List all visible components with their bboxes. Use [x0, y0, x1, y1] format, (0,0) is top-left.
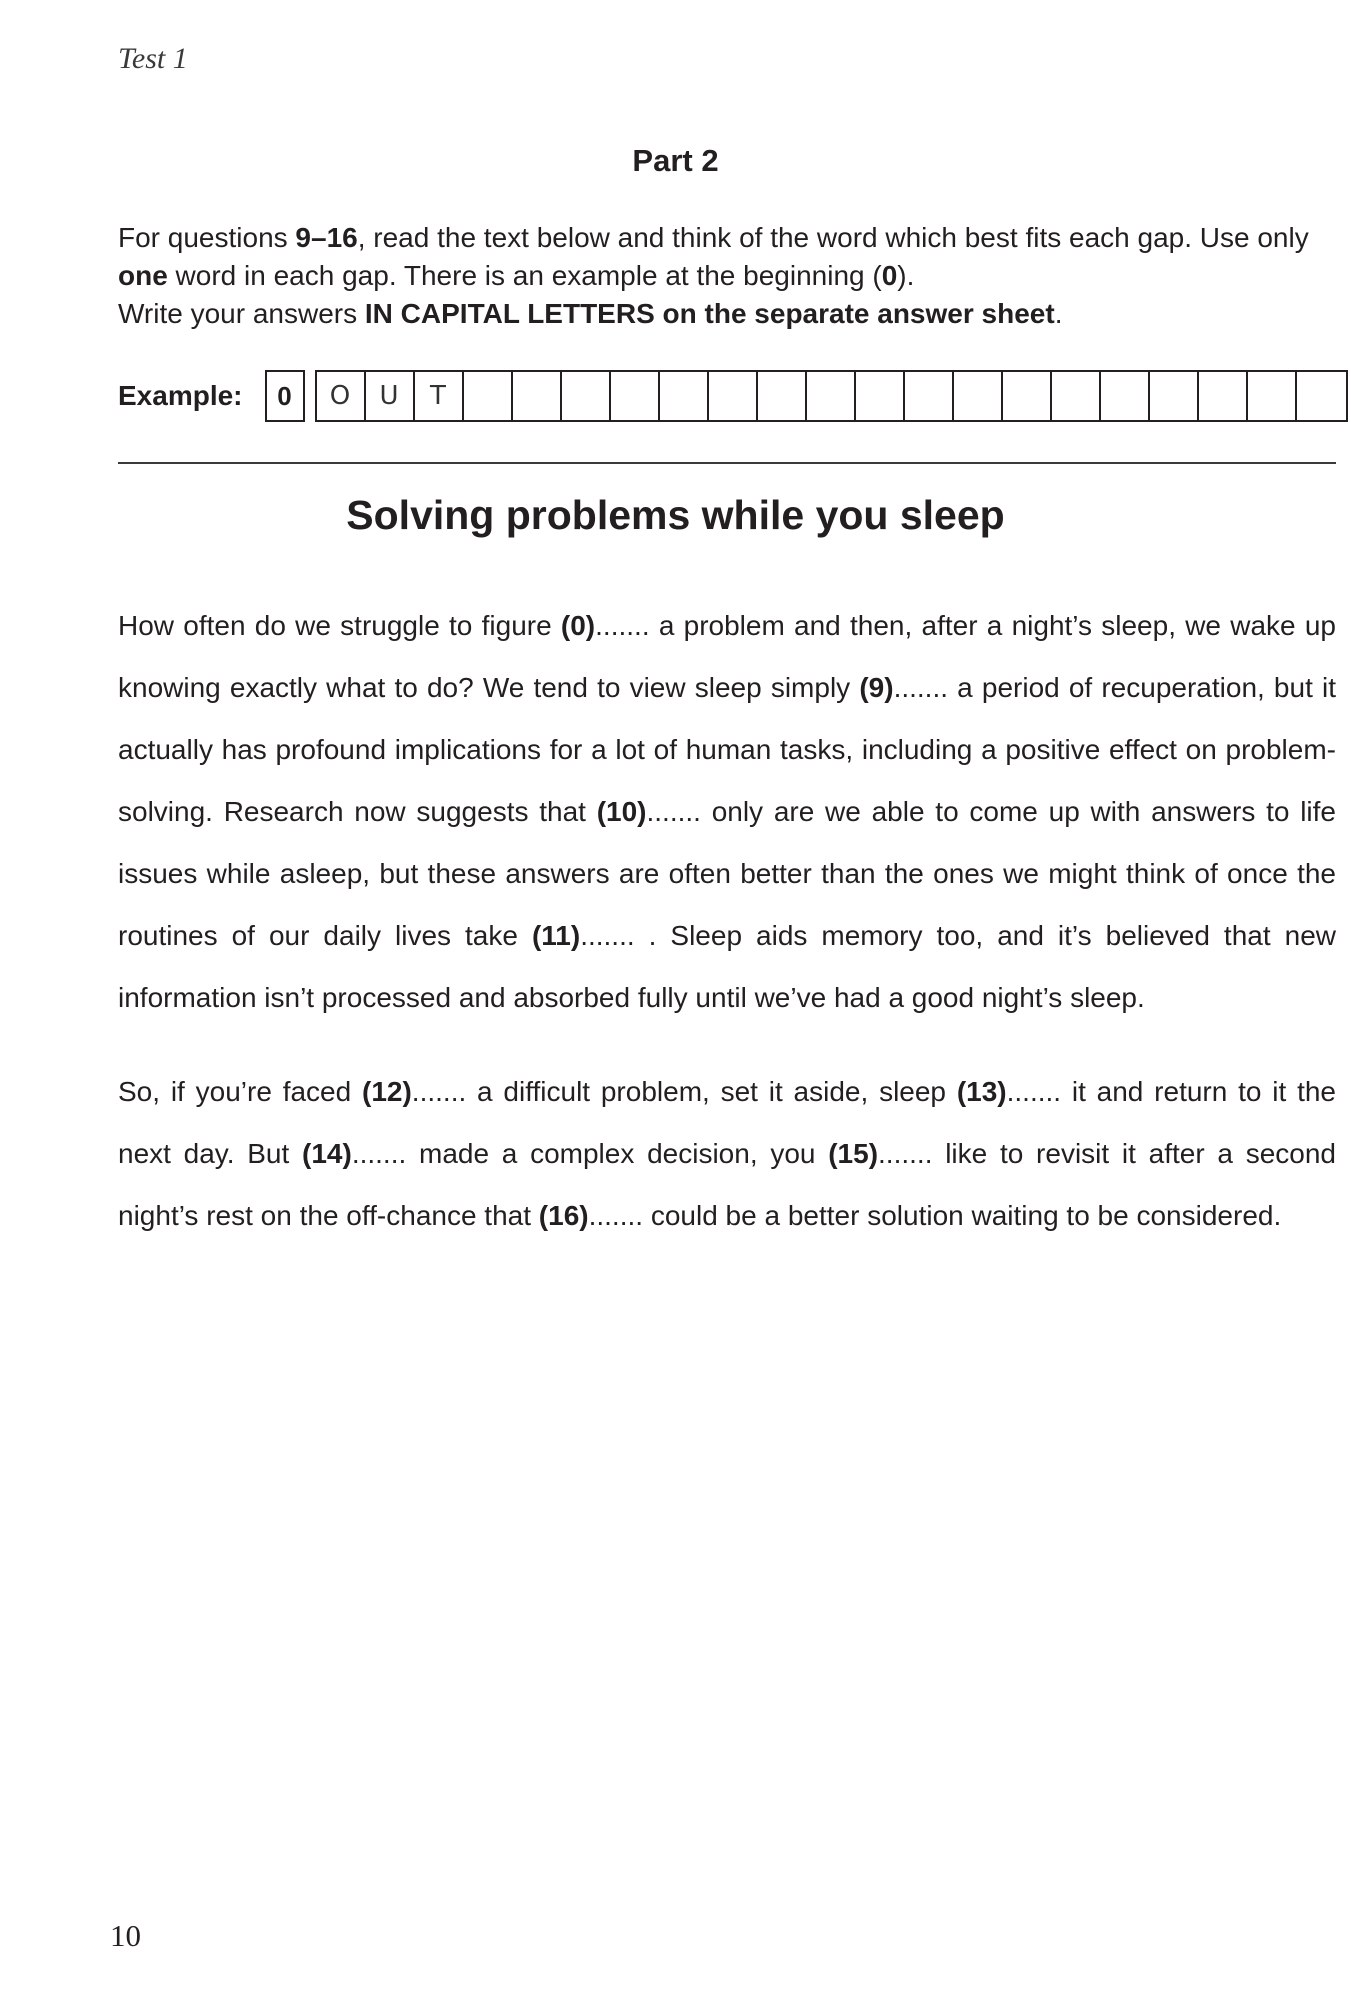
gap-10: (10): [596, 796, 647, 827]
example-answer-boxes: [315, 370, 1348, 422]
gap-0: (0): [560, 610, 596, 641]
running-head: Test 1: [118, 42, 188, 75]
text: ....... like to revisit it after a second night’s rest on the off-chance that: [118, 1138, 1336, 1231]
example-letter-box: [611, 372, 660, 420]
example-letter-box: [954, 372, 1003, 420]
example-letter-box: [709, 372, 758, 420]
example-number-box: 0: [265, 370, 305, 422]
text: ....... a problem and then, after a night’s sleep, we wake up knowing exactly what to do? We tend to view sleep simply: [118, 610, 1336, 703]
example-letter-box: [1101, 372, 1150, 420]
gap-13: (13): [956, 1076, 1007, 1107]
text: ....... only are we able to come up with answers to life issues while asleep, but these answers are often better than the ones we might think of once the routines of our daily lives take: [118, 796, 1336, 951]
instr-text: For questions: [118, 222, 296, 253]
example-letter-box: T: [415, 372, 464, 420]
example-row: [118, 368, 1348, 424]
instr-text: .: [1054, 298, 1063, 329]
example-letter-box: [660, 372, 709, 420]
instr-example-ref: 0: [881, 260, 898, 291]
example-letter-box: [1199, 372, 1248, 420]
article-title: Solving problems while you sleep: [346, 492, 1005, 538]
divider: [118, 462, 1336, 464]
instructions-line-2: [118, 295, 1338, 333]
instr-capital-letters: IN CAPITAL LETTERS on the separate answer sheet: [364, 298, 1055, 329]
gap-12: (12): [362, 1076, 412, 1107]
instr-text: Write your answers: [118, 298, 365, 329]
example-letter-box: [1248, 372, 1297, 420]
example-letter-box: [758, 372, 807, 420]
example-letter-box: [562, 372, 611, 420]
text: How often do we struggle to figure: [118, 610, 561, 641]
instr-one-word: one: [118, 260, 168, 291]
text: ....... made a complex decision, you: [351, 1138, 829, 1169]
instr-text: word in each gap. There is an example at the beginning (: [167, 260, 882, 291]
example-letter-box: U: [366, 372, 415, 420]
instr-question-range: 9–16: [295, 222, 358, 253]
gap-9: (9): [859, 672, 894, 703]
instructions: [118, 219, 1338, 333]
text: ....... could be a better solution waiting to be considered.: [588, 1200, 1282, 1231]
text: ....... a period of recuperation, but it actually has profound implications for a lot of human tasks, including a positive effect on problem-solving. Research now suggests that: [118, 672, 1337, 827]
example-letter-box: [1150, 372, 1199, 420]
text: ....... a difficult problem, set it aside, sleep: [411, 1076, 957, 1107]
example-letter-box: [464, 372, 513, 420]
article-paragraph-1: [118, 595, 1336, 1029]
example-letter-box: [905, 372, 954, 420]
instr-text: ).: [897, 260, 915, 291]
example-letter-box: [856, 372, 905, 420]
example-letter-box: [1052, 372, 1101, 420]
instructions-line-1: [118, 219, 1338, 295]
gap-14: (14): [302, 1138, 352, 1169]
page-number: 10: [110, 1918, 141, 1953]
text: ....... . Sleep aids memory too, and it’s believed that new information isn’t processed and absorbed fully until we’ve had a good night’s sleep.: [118, 920, 1336, 1013]
example-letter-box: [1297, 372, 1346, 420]
text: ....... it and return to it the next day. But: [118, 1076, 1337, 1169]
instr-text: , read the text below and think of the word which best fits each gap. Use only: [357, 222, 1309, 253]
gap-16: (16): [538, 1200, 589, 1231]
article-paragraph-2: [118, 1061, 1336, 1247]
gap-15: (15): [828, 1138, 879, 1169]
article-body: [118, 595, 1336, 1247]
example-letter-box: O: [317, 372, 366, 420]
part-title: Part 2: [632, 143, 719, 178]
text: So, if you’re faced: [118, 1076, 362, 1107]
example-label: Example:: [118, 380, 243, 411]
example-letter-box: [1003, 372, 1052, 420]
example-letter-box: [807, 372, 856, 420]
example-letter-box: [513, 372, 562, 420]
gap-11: (11): [531, 920, 581, 951]
